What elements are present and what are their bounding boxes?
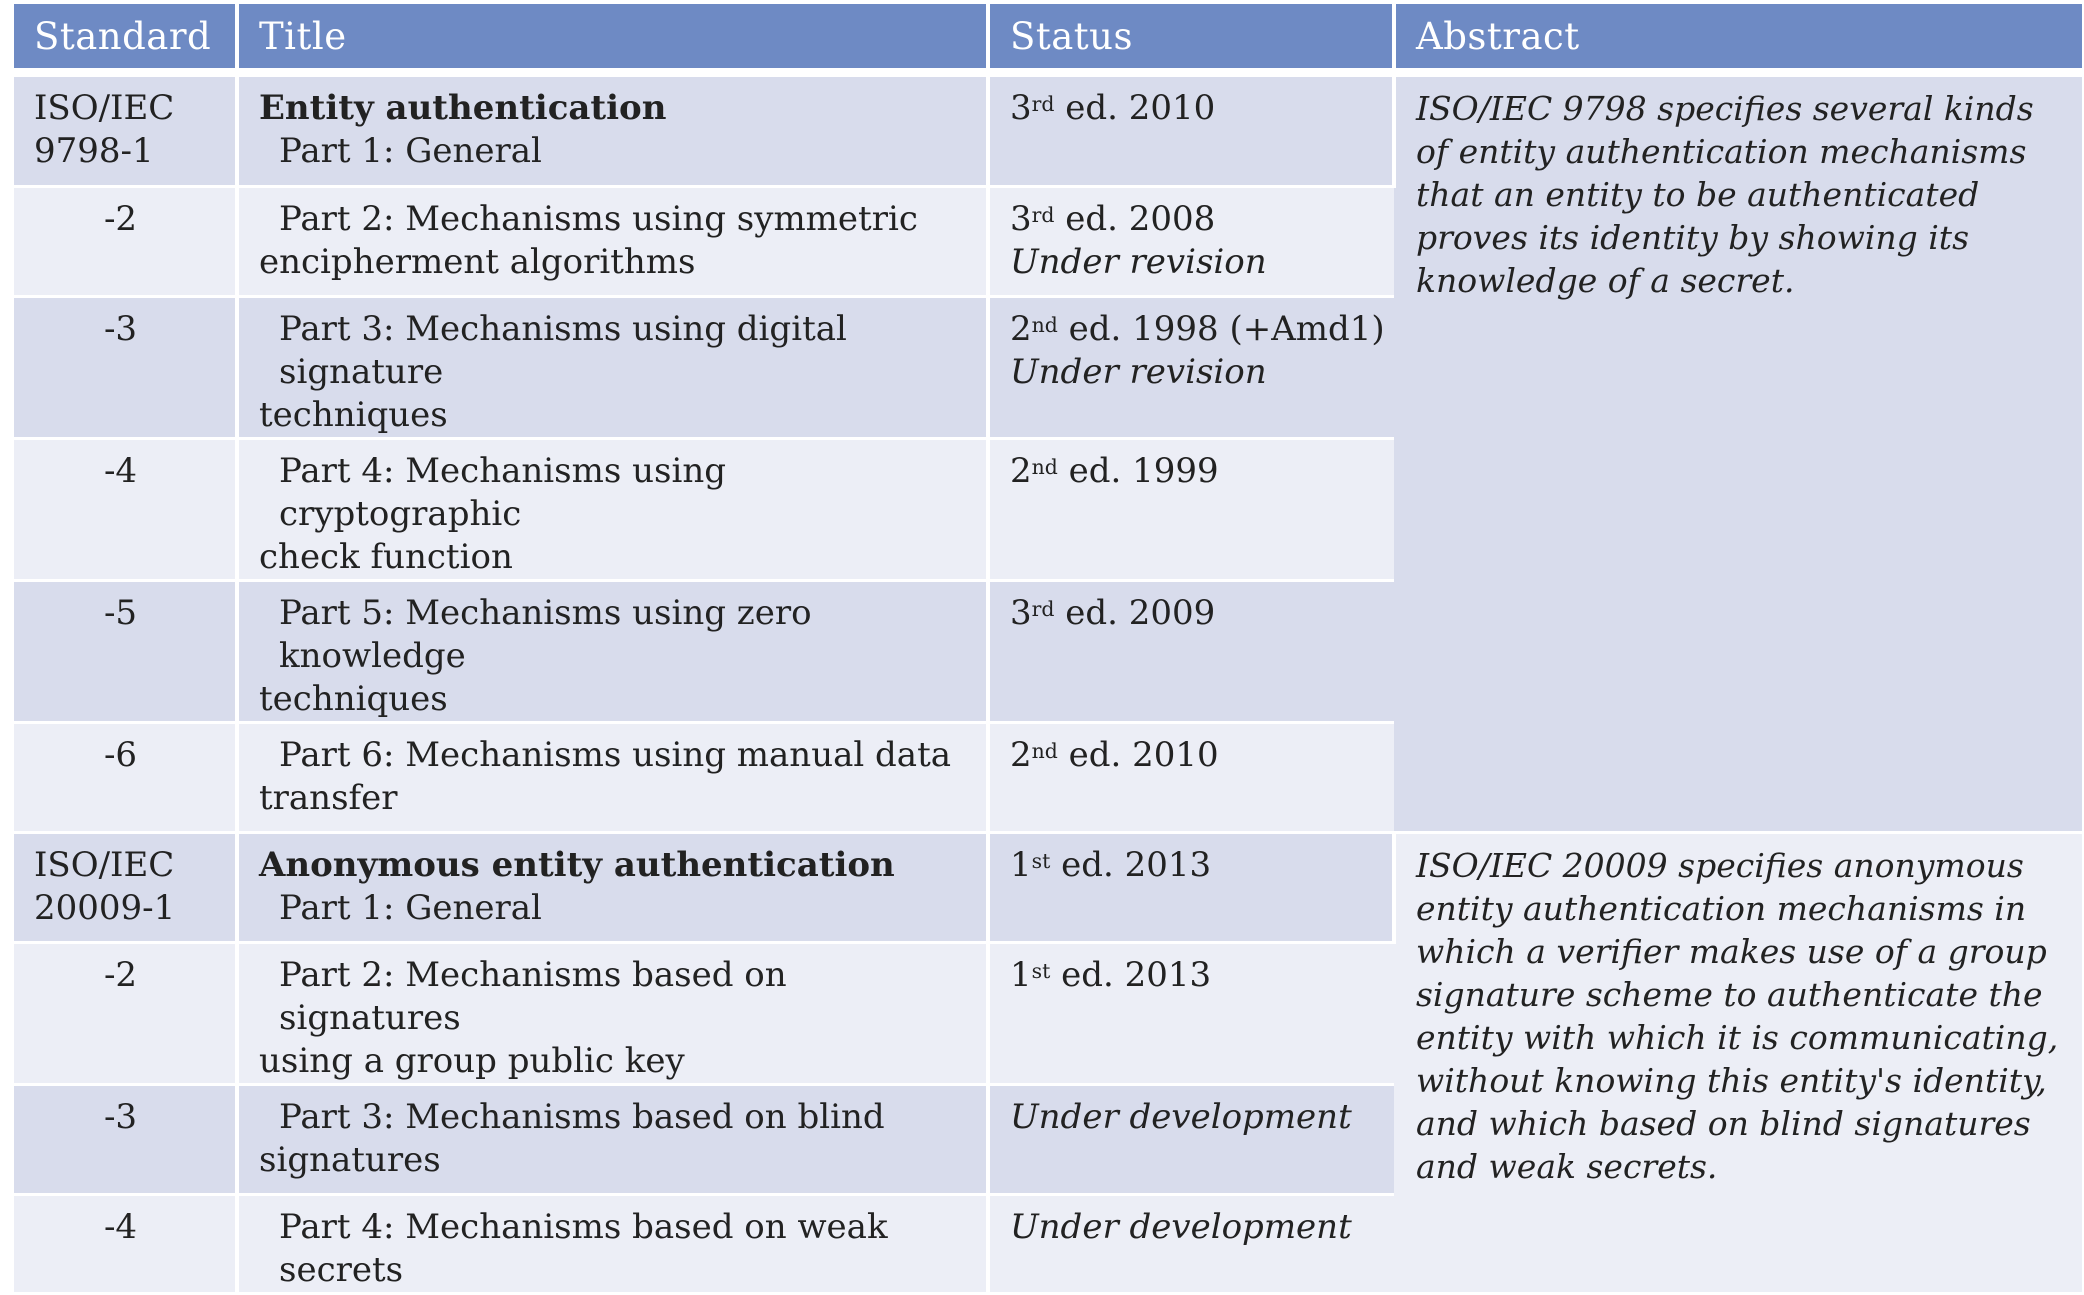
cell-text: Part 3: Mechanisms based on blind [279, 1097, 885, 1137]
abstract-9798: ISO/IEC 9798 specifies several kinds of entity authentication mechanisms that an entity to be authenticated proves its identity by showing its knowledge of a secret. [1394, 73, 2082, 833]
cell-text: Part 6: Mechanisms using manual data [279, 735, 952, 775]
title-cell [237, 723, 988, 833]
cell-text: -2 [103, 955, 138, 995]
standard-cell [14, 833, 237, 943]
title-cell [237, 943, 988, 1085]
cell-text: -6 [103, 735, 138, 775]
status-cell [988, 187, 1394, 297]
standard-cell [14, 439, 237, 581]
standard-cell [14, 1195, 237, 1294]
cell-text: rd [1031, 203, 1055, 227]
header-standard: Standard [14, 4, 237, 73]
status-cell [988, 1085, 1394, 1195]
title-cell [237, 297, 988, 439]
cell-text: ed. 2009 [1054, 593, 1216, 633]
title-cell [237, 833, 988, 943]
cell-text: techniques [259, 679, 448, 719]
cell-text: st [1031, 959, 1051, 983]
cell-text: using a group public key [259, 1041, 685, 1081]
cell-text: 3 [1010, 199, 1032, 239]
cell-text: Part 5: Mechanisms using zero knowledge [279, 593, 812, 676]
cell-text: -4 [103, 451, 138, 491]
cell-text: 9798-1 [34, 131, 154, 171]
cell-text: ed. 2008 [1054, 199, 1216, 239]
status-cell [988, 73, 1394, 187]
cell-text: 1 [1010, 955, 1032, 995]
cell-text: 3 [1010, 88, 1032, 128]
standard-cell [14, 723, 237, 833]
cell-text: Entity authentication [259, 88, 667, 128]
cell-text: rd [1031, 597, 1055, 621]
title-cell [237, 581, 988, 723]
header-title: Title [237, 4, 988, 73]
cell-text: Part 2: Mechanisms based on signatures [279, 955, 787, 1038]
title-cell [237, 73, 988, 187]
cell-text: Part 1: General [279, 131, 542, 171]
status-cell [988, 723, 1394, 833]
header-abstract: Abstract [1394, 4, 2082, 73]
cell-text: ISO/IEC [34, 88, 175, 128]
cell-text: techniques [259, 395, 448, 435]
cell-text: -5 [103, 593, 138, 633]
status-cell [988, 297, 1394, 439]
cell-text: Anonymous entity authentication [259, 845, 895, 885]
cell-text: nd [1031, 739, 1058, 763]
cell-text: 1 [1010, 845, 1032, 885]
title-cell [237, 439, 988, 581]
standard-cell [14, 581, 237, 723]
cell-text: ed. 1999 [1057, 451, 1219, 491]
standard-cell [14, 943, 237, 1085]
cell-text: 3 [1010, 593, 1032, 633]
cell-text: -3 [103, 1097, 138, 1137]
title-cell [237, 1085, 988, 1195]
title-cell [237, 1195, 988, 1294]
status-cell [988, 439, 1394, 581]
cell-text: nd [1031, 455, 1058, 479]
standard-cell [14, 297, 237, 439]
abstract-20009: ISO/IEC 20009 specifies anonymous entity authentication mechanisms in which a verifier makes use of a group signature scheme to authenticate the entity with which it is communicating, without knowing this entity's identity, and which based on blind signatures and weak secrets. [1394, 833, 2082, 1294]
status-cell [988, 581, 1394, 723]
cell-text: 2 [1010, 451, 1032, 491]
cell-text: Part 4: Mechanisms based on weak secrets [279, 1207, 888, 1290]
cell-text: -4 [103, 1207, 138, 1247]
cell-text: Under development [1010, 1097, 1352, 1137]
cell-text: Part 2: Mechanisms using symmetric [279, 199, 918, 239]
status-cell [988, 943, 1394, 1085]
status-cell [988, 833, 1394, 943]
cell-text: signatures [259, 1140, 441, 1180]
cell-text: ISO/IEC [34, 845, 175, 885]
cell-text: 2 [1010, 735, 1032, 775]
cell-text: Part 1: General [279, 888, 542, 928]
table-row [14, 833, 2082, 943]
cell-text: ed. 1998 (+Amd1) [1057, 309, 1385, 349]
cell-text: Part 3: Mechanisms using digital signature [279, 309, 847, 392]
cell-text: Under development [1010, 1207, 1352, 1247]
cell-text: st [1031, 849, 1051, 873]
cell-text: transfer [259, 778, 398, 818]
status-cell [988, 1195, 1394, 1294]
cell-text: ed. 2010 [1054, 88, 1216, 128]
cell-text: rd [1031, 92, 1055, 116]
cell-text: Part 4: Mechanisms using cryptographic [279, 451, 726, 534]
cell-text: check function [259, 537, 513, 577]
cell-text: Under revision [1010, 352, 1267, 392]
cell-text: ed. 2013 [1050, 845, 1212, 885]
standard-cell [14, 187, 237, 297]
cell-text: ed. 2010 [1057, 735, 1219, 775]
cell-text: encipherment algorithms [259, 242, 696, 282]
standard-cell [14, 1085, 237, 1195]
standards-table [14, 4, 2082, 1295]
standard-cell [14, 73, 237, 187]
cell-text: nd [1031, 313, 1058, 337]
header-row [14, 4, 2082, 73]
cell-text: Under revision [1010, 242, 1267, 282]
cell-text: 20009-1 [34, 888, 176, 928]
title-cell [237, 187, 988, 297]
cell-text: 2 [1010, 309, 1032, 349]
table-row [14, 73, 2082, 187]
cell-text: -2 [103, 199, 138, 239]
header-status: Status [988, 4, 1394, 73]
cell-text: ed. 2013 [1050, 955, 1212, 995]
cell-text: -3 [103, 309, 138, 349]
